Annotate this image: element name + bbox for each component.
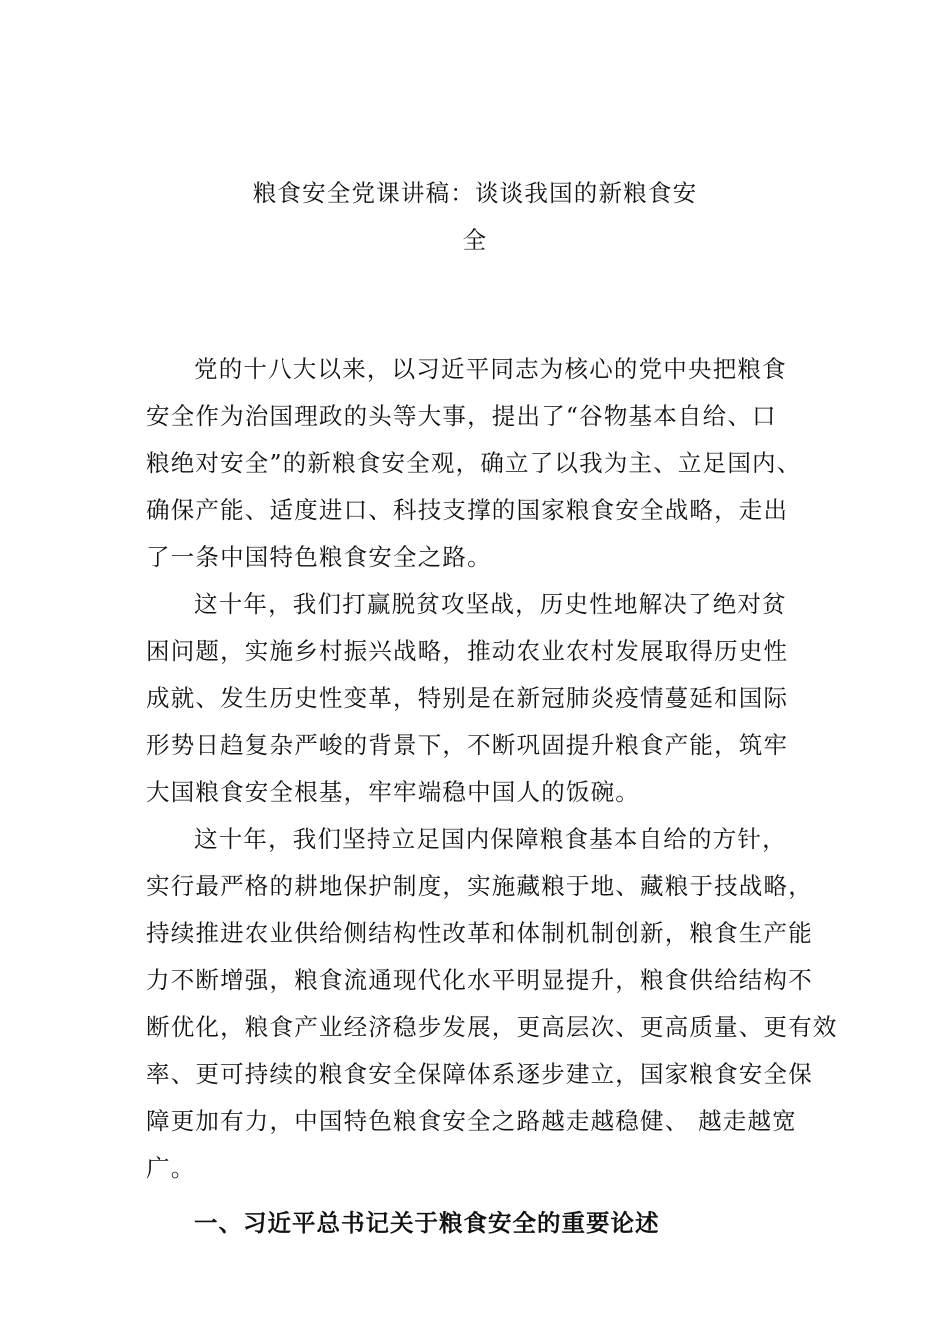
paragraph-line: 这十年，我们坚持立足国内保障粮食基本自给的方针， [194, 825, 787, 853]
paragraph-3 [146, 816, 838, 1192]
paragraph-line: 大国粮食安全根基，牢牢端稳中国人的饭碗。 [146, 778, 640, 806]
paragraph-line: 断优化，粮食产业经济稳步发展，更高层次、更高质量、更有效 [146, 1013, 838, 1041]
paragraph-line: 成就、发生历史性变革，特别是在新冠肺炎疫情蔓延和国际 [146, 684, 789, 712]
paragraph-line: 形势日趋复杂严峻的背景下，不断巩固提升粮食产能，筑牢 [146, 731, 789, 759]
paragraph-line: 障更加有力，中国特色粮食安全之路越走越稳健、 越走越宽 [146, 1107, 797, 1135]
paragraph-line: 困问题，实施乡村振兴战略，推动农业农村发展取得历史性 [146, 637, 789, 665]
paragraph-line: 确保产能、适度进口、科技支撑的国家粮食安全战略，走出 [146, 496, 789, 524]
title-line: 全 [462, 226, 488, 254]
document-body [146, 346, 838, 1268]
paragraph-line: 这十年，我们打赢脱贫攻坚战，历史性地解决了绝对贫 [194, 590, 787, 618]
paragraph-line: 实行最严格的耕地保护制度，实施藏粮于地、藏粮于技战略， [146, 872, 813, 900]
paragraph-1 [146, 346, 811, 581]
paragraph-line: 持续推进农业供给侧结构性改革和体制机制创新，粮食生产能 [146, 919, 813, 947]
document-title [150, 170, 800, 264]
paragraph-2 [146, 581, 811, 816]
paragraph-line: 党的十八大以来，以习近平同志为核心的党中央把粮食 [194, 355, 787, 383]
section-heading: 一、习近平总书记关于粮食安全的重要论述 [194, 1209, 660, 1237]
paragraph-line: 广。 [146, 1154, 196, 1182]
paragraph-line: 安全作为治国理政的头等大事，提出了“谷物基本自给、口 [146, 402, 777, 430]
paragraph-line: 力不断增强，粮食流通现代化水平明显提升，粮食供给结构不 [146, 966, 813, 994]
title-line: 粮食安全党课讲稿：谈谈我国的新粮食安 [252, 179, 698, 207]
paragraph-line: 了一条中国特色粮食安全之路。 [146, 543, 492, 571]
paragraph-line: 率、更可持续的粮食安全保障体系逐步建立，国家粮食安全保 [146, 1060, 813, 1088]
paragraph-line: 粮绝对安全”的新粮食安全观，确立了以我为主、立足国内、 [146, 449, 802, 477]
